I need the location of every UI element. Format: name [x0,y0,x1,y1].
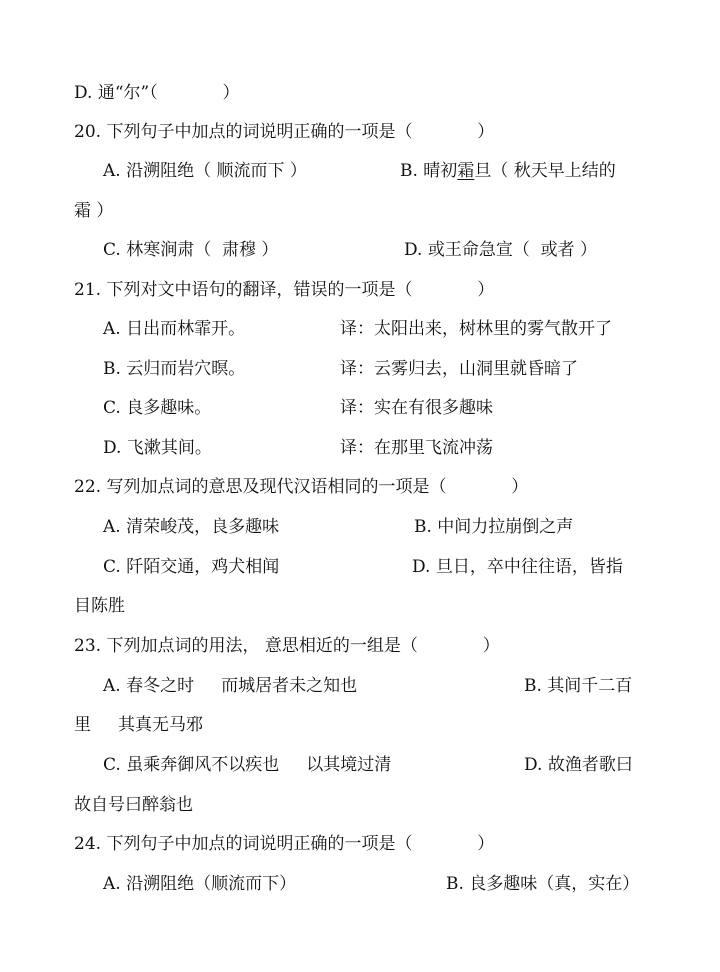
q21-option-d: D. 飞漱其间。 [103,438,212,458]
q23-option-d: D. 故渔者歌曰 [524,755,633,775]
q19-option-d: D. 通“尔”（ ） [74,83,240,103]
q22-option-d-wrap: 目陈胜 [74,596,125,616]
q20-option-b-mark: 霜 [457,161,475,181]
q20-stem: 20. 下列句子中加点的词说明正确的一项是（ ） [74,122,495,142]
q24-option-b: B. 良多趣味（真，实在） [446,874,640,894]
q23-stem: 23. 下列加点词的用法， 意思相近的一组是（ ） [74,636,500,656]
q23-option-d-wrap: 故自号曰醉翁也 [74,795,193,815]
q24-option-a: A. 沿溯阻绝（顺流而下） [103,874,297,894]
q20-option-d: D. 或王命急宣（ 或者 ） [404,240,598,260]
q22-option-c: C. 阡陌交通，鸡犬相闻 [103,557,280,577]
q24-stem: 24. 下列句子中加点的词说明正确的一项是（ ） [74,834,495,854]
q22-option-a: A. 清荣峻茂，良多趣味 [103,517,280,537]
q22-option-d: D. 旦日，卒中往往语，皆指 [412,557,623,577]
q20-option-b-pre: B. 晴初 [400,161,458,181]
q21-option-b-translation: 译：云雾归去，山洞里就昏暗了 [340,359,578,379]
q23-option-a: A. 春冬之时 而城居者未之知也 [103,676,358,696]
q21-option-a: A. 日出而林霏开。 [103,319,246,339]
q21-option-d-translation: 译：在那里飞流冲荡 [340,438,493,458]
q20-option-b [400,161,616,181]
q21-option-c-translation: 译：实在有很多趣味 [340,398,493,418]
q20-option-b-wrap: 霜 ） [74,201,114,221]
q21-option-c: C. 良多趣味。 [103,398,212,418]
q22-stem: 22. 写列加点词的意思及现代汉语相同的一项是（ ） [74,477,529,497]
q20-option-c: C. 林寒涧肃（ 肃穆 ） [103,240,279,260]
q23-option-c: C. 虽乘奔御风不以疾也 以其境过清 [103,755,392,775]
q23-option-b: B. 其间千二百 [524,676,633,696]
q20-option-a: A. 沿溯阻绝（ 顺流而下 ） [103,161,307,181]
q21-option-a-translation: 译：太阳出来，树林里的雾气散开了 [340,319,612,339]
q22-option-b: B. 中间力拉崩倒之声 [414,517,574,537]
q21-stem: 21. 下列对文中语句的翻译，错误的一项是（ ） [74,280,495,300]
q21-option-b: B. 云归而岩穴暝。 [103,359,246,379]
q20-option-b-post: 旦（ 秋天早上结的 [474,161,616,181]
q23-option-b-wrap: 里 其真无马邪 [74,715,204,735]
